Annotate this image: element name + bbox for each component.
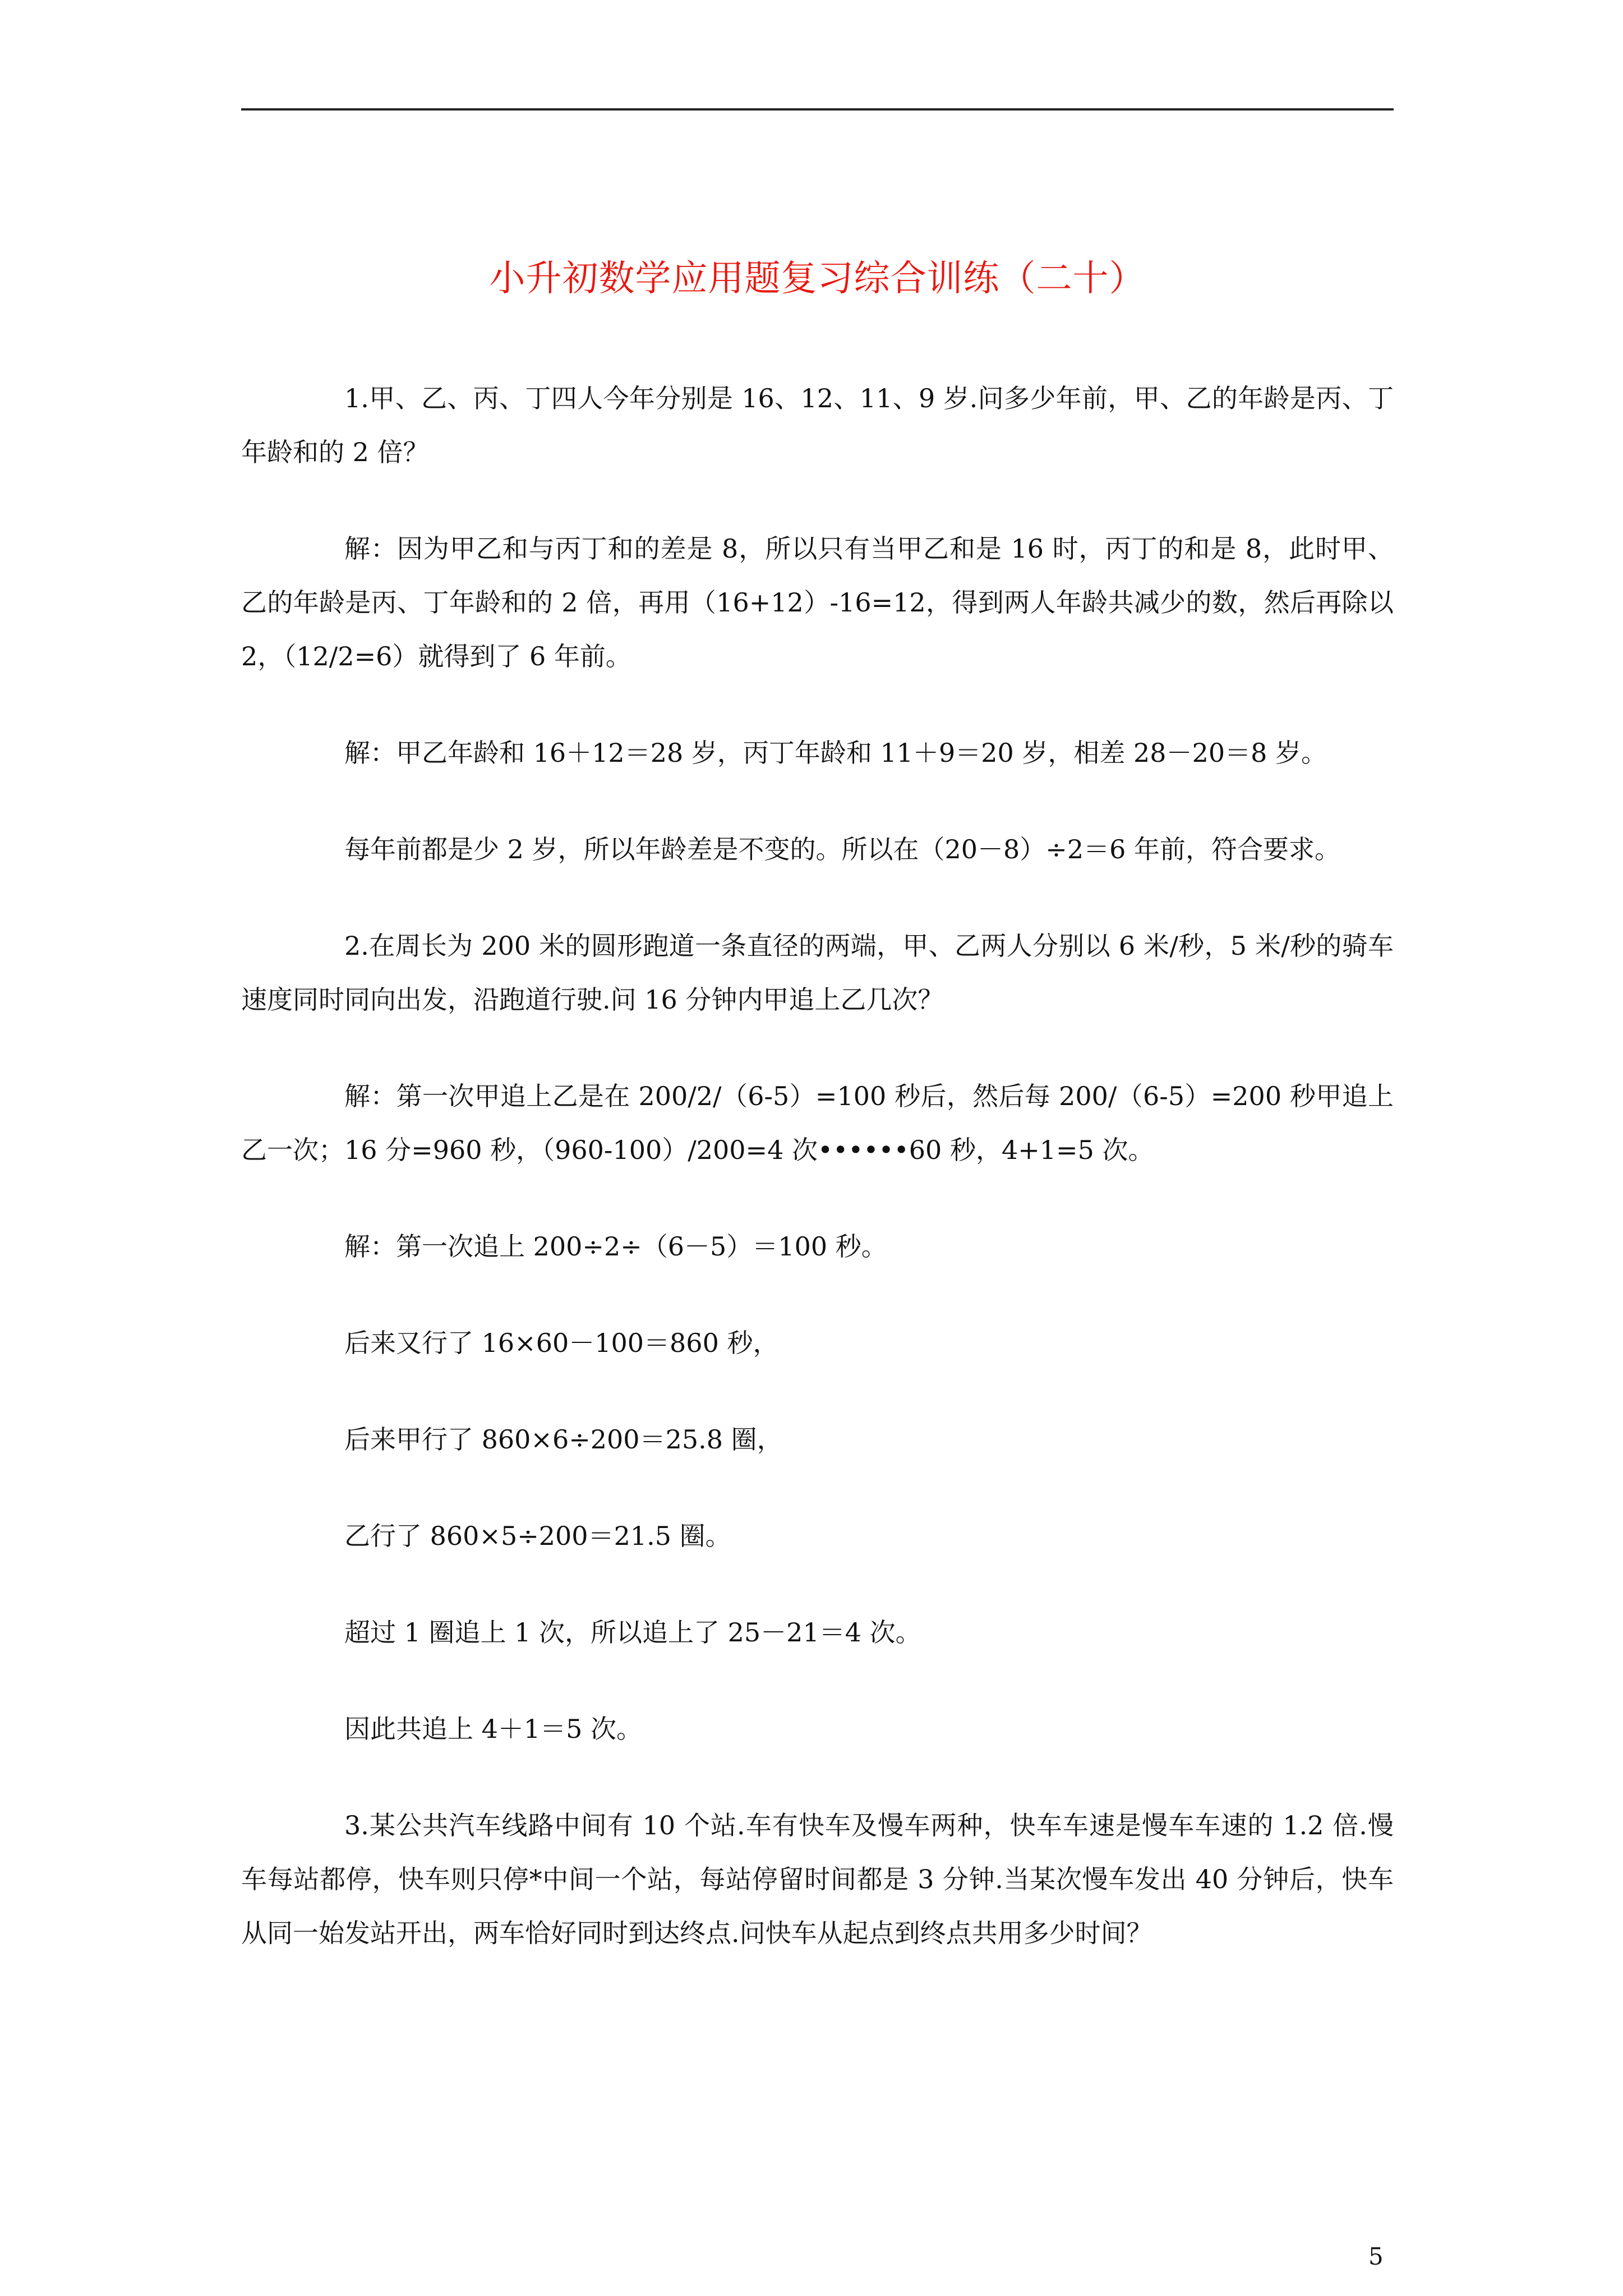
solution-2b-step-3: 后来甲行了 860×6÷200＝25.8 圈， [344,1424,783,1455]
solution-2b-step-1: 解：第一次追上 200÷2÷（6－5）＝100 秒。 [344,1231,887,1262]
solution-1b: 解：甲乙年龄和 16＋12＝28 岁，丙丁年龄和 11＋9＝20 岁，相差 28－20＝8 岁。 [344,738,1327,768]
solution-2b-step-4: 乙行了 860×5÷200＝21.5 圈。 [344,1521,731,1551]
solution-2b-step-2: 后来又行了 16×60－100＝860 秒， [344,1328,779,1358]
header-rule [241,108,1394,111]
document-title: 小升初数学应用题复习综合训练（二十） [489,258,1146,300]
solution-1b-continued: 每年前都是少 2 岁，所以年龄差是不变的。所以在（20－8）÷2＝6 年前，符合要求。 [344,834,1341,864]
document-body [241,371,1394,2003]
question-3: 3.某公共汽车线路中间有 10 个站.车有快车及慢车两种，快车车速是慢车车速的 1.2 倍.慢车每站都停，快车则只停*中间一个站，每站停留时间都是 3 分钟.当某次慢车发出 40 分钟后，快车从同一始发站开出，两车恰好同时到达终点.问快车从起点到终点共用多少时间？ [241,1810,1394,1948]
page-number: 5 [1368,2243,1384,2270]
solution-2b-step-5: 超过 1 圈追上 1 次，所以追上了 25－21＝4 次。 [344,1617,921,1648]
question-1: 1.甲、乙、丙、丁四人今年分别是 16、12、11、9 岁.问多少年前，甲、乙的年龄是丙、丁年龄和的 2 倍？ [241,383,1394,467]
question-2: 2.在周长为 200 米的圆形跑道一条直径的两端，甲、乙两人分别以 6 米/秒，5 米/秒的骑车速度同时同向出发，沿跑道行驶.问 16 分钟内甲追上乙几次？ [241,931,1394,1015]
solution-2b-step-6: 因此共追上 4＋1＝5 次。 [344,1714,643,1744]
solution-2a: 解：第一次甲追上乙是在 200/2/（6-5）=100 秒后，然后每 200/（6-5）=200 秒甲追上乙一次；16 分=960 秒，（960-100）/200=4 次••••••60 秒，4+1=5 次。 [241,1081,1394,1165]
solution-1a: 解：因为甲乙和与丙丁和的差是 8，所以只有当甲乙和是 16 时，丙丁的和是 8，此时甲、乙的年龄是丙、丁年龄和的 2 倍，再用（16+12）-16=12，得到两人年龄共减少的数，然后再除以 2，（12/2=6）就得到了 6 年前。 [241,533,1394,671]
